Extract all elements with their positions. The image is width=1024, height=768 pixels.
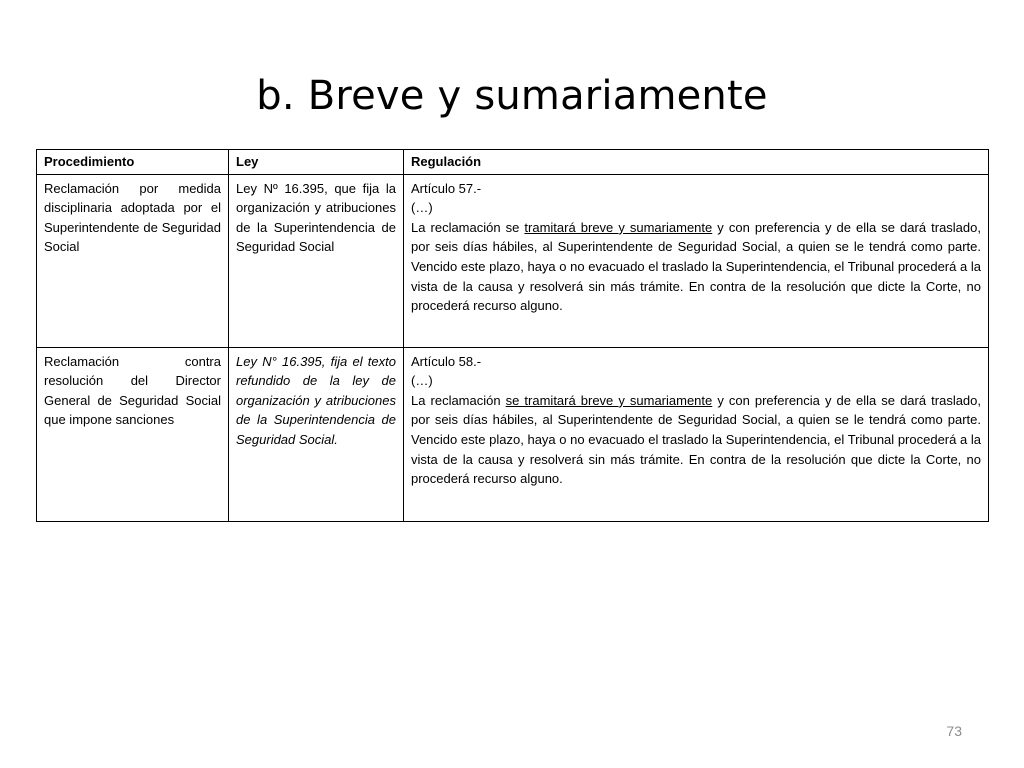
- regulation-text-start: La reclamación se: [411, 219, 525, 235]
- table-row: [37, 174, 989, 347]
- underlined-phrase: tramitará breve y sumariamente: [524, 219, 713, 235]
- regulation-text-end: y con preferencia y de ella se dará traslado, por seis días hábiles, al Superintendente de Seguridad Social, a quien se le tendrá como parte. Vencido este plazo, haya o no evacuado el traslado la Superintendencia, el Tribunal procederá a la vista de la causa y resolverá sin más trámite. En contra de la resolución que dicte la Corte, no procederá recurso alguno.: [411, 219, 981, 314]
- cell-procedimiento: Reclamación contra resolución del Director General de Seguridad Social que impone sanciones: [37, 347, 229, 521]
- cell-regulacion: [404, 174, 989, 347]
- regulation-text-end: y con preferencia y de ella se dará traslado, por seis días hábiles, al Superintendente de Seguridad Social, a quien se le tendrá como parte. Vencido este plazo, haya o no evacuado el traslado la Superintendencia, el Tribunal procederá a la vista de la causa y resolverá sin más trámite. En contra de la resolución que dicte la Corte, no procederá recurso alguno.: [411, 392, 982, 487]
- column-header-ley: Ley: [229, 150, 404, 175]
- articulo-label: Artículo 57.-: [411, 180, 482, 196]
- table-row: [37, 347, 989, 521]
- regulation-table: [36, 149, 989, 522]
- cell-regulacion: [404, 347, 989, 521]
- cell-ley: Ley N° 16.395, fija el texto refundido de la ley de organización y atribuciones de la Superintendencia de Seguridad Social.: [229, 347, 404, 521]
- slide-title: b. Breve y sumariamente: [256, 73, 768, 119]
- cell-ley: Ley Nº 16.395, que fija la organización y atribuciones de la Superintendencia de Seguridad Social: [229, 174, 404, 347]
- cell-procedimiento: Reclamación por medida disciplinaria adoptada por el Superintendente de Seguridad Social: [37, 174, 229, 347]
- table-header-row: [37, 150, 989, 175]
- regulation-text: [411, 220, 981, 313]
- underlined-phrase: se tramitará breve y sumariamente: [505, 392, 713, 408]
- page-number: 73: [946, 723, 962, 739]
- regulation-text: [411, 393, 981, 486]
- regulation-text-start: La reclamación: [411, 392, 506, 408]
- articulo-label: Artículo 58.-: [411, 353, 482, 369]
- column-header-procedimiento: Procedimiento: [37, 150, 229, 175]
- ellipsis-marker: (…): [411, 200, 433, 216]
- column-header-regulacion: Regulación: [404, 150, 989, 175]
- ellipsis-marker: (…): [411, 373, 433, 389]
